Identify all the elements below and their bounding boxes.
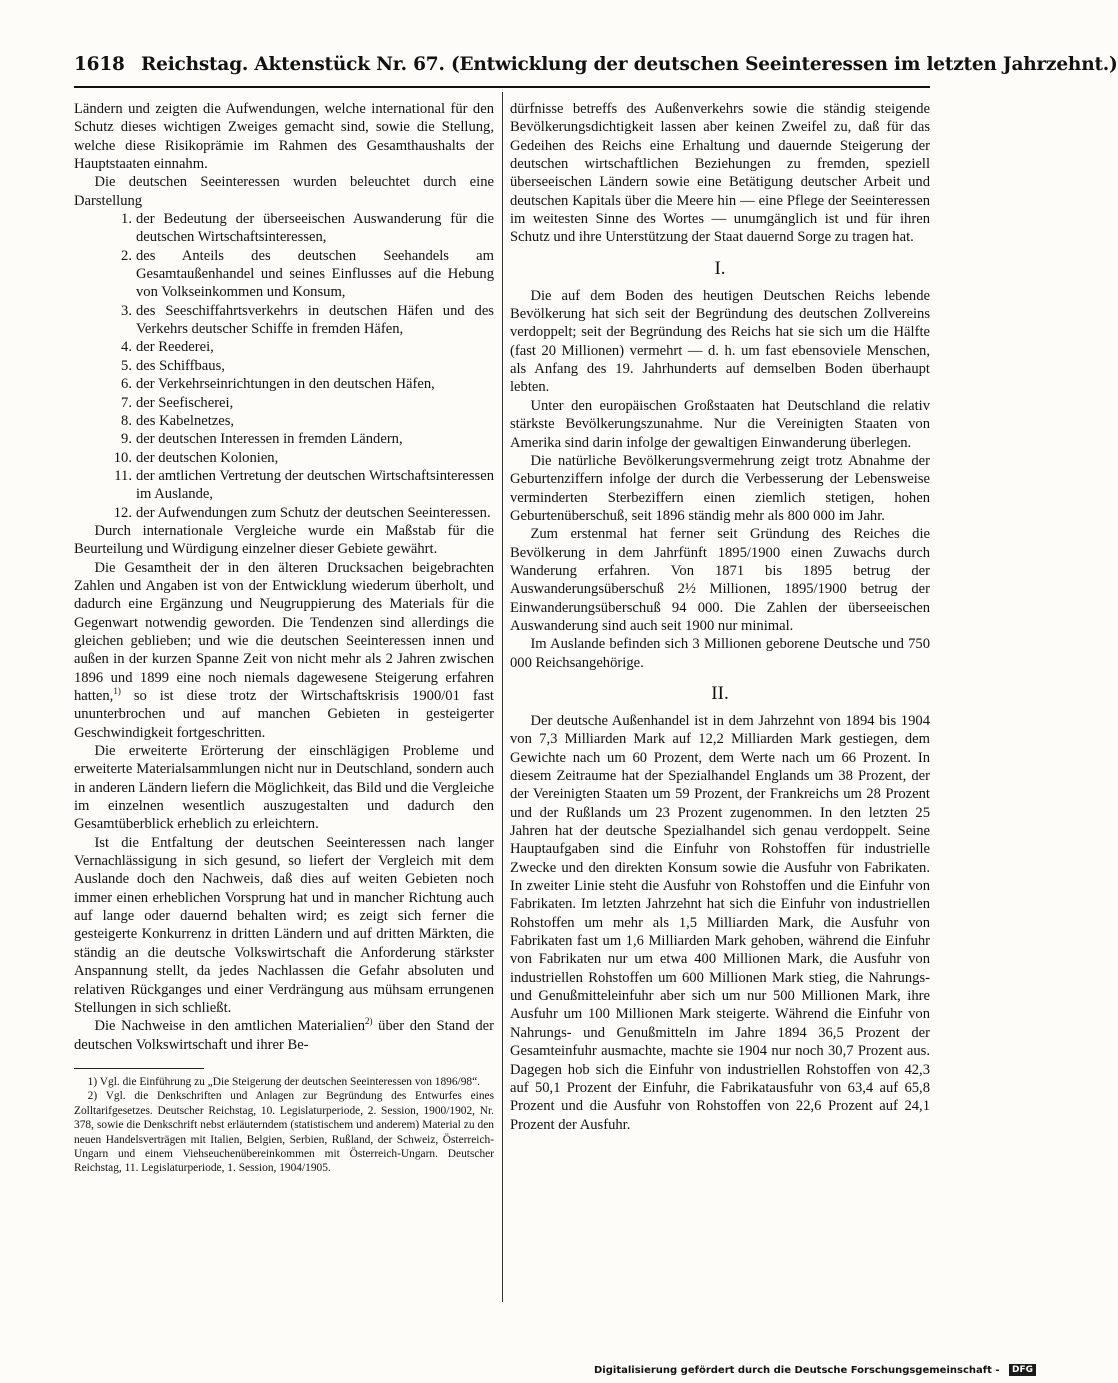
list-item [121,430,494,448]
list-item-number: 4. [121,339,132,356]
paragraph-nachweise [74,1017,494,1054]
list-item-number: 3. [121,302,132,319]
footnote-1: 1) Vgl. die Einführung zu „Die Steigerung der deutschen Seeinteressen von 1896/98“. [87,1075,481,1088]
section-heading-2: II. [711,682,729,704]
footnote-ref: 2) [365,1016,373,1027]
list-item-number: 6. [121,376,132,393]
column-divider [502,92,503,1302]
list-item-text: des Seeschiffahrtsverkehrs in deutschen Häfen und des Verkehrs deutscher Schiffe in fremden Häfen, [136,302,494,338]
list-item-number: 12. [113,504,132,521]
digitization-credit [594,1364,1036,1376]
paragraph-natuerlich: Die natürliche Bevölkerungsvermehrung zeigt trotz Abnahme der Geburtenziffern infolge der durch die Verbesserung der Lebensweise verminderten Sterbeziffern einen ziemlich stetigen, hohen Geburtenüberschuß, seit 1896 ständig mehr als 800 000 im Jahr. [510,452,930,524]
list-item-text: des Anteils des deutschen Seehandels am Gesamtaußenhandel und seines Einflusses auf die Hebung von Volkseinkommen und Konsum, [136,247,494,301]
list-item-number: 8. [121,412,132,429]
paragraph-gesamtheit [74,559,494,742]
header-rule [74,86,930,88]
list-item-text: der Verkehrseinrichtungen in den deutschen Häfen, [136,376,435,393]
paragraph-text: Die Gesamtheit der in den älteren Drucksachen beigebrachten Zahlen und Angaben ist von der Entwicklung wiederum überholt, und dadurch eine Ergänzung und Neugruppierung des Materials für die Gegenwart notwendig geworden. Die Tendenzen sind allerdings die gleichen geblieben; und wie die deutschen Seeinteressen innen und außen in der kurzen Spanne Zeit von nicht mehr als 2 Jahren zwischen 1896 und 1899 eine noch niemals dagewesene Steigerung erfahren hatten, [74,559,494,704]
list-item [121,210,494,247]
list-item-number: 10. [113,449,132,466]
list-item [121,338,494,356]
paragraph-grossstaaten: Unter den europäischen Großstaaten hat Deutschland die relativ stärkste Bevölkerungszunahme. Nur die Vereinigten Staaten von Amerika sind darin infolge der gewaltigen Einwanderung überlegen. [510,397,930,451]
list-item-text: der Seefischerei, [136,394,234,411]
list-item-text: der Bedeutung der überseeischen Auswanderung für die deutschen Wirtschaftsinteressen, [136,211,494,246]
topic-list [74,210,494,522]
list-item [121,375,494,393]
paragraph-auslande: Im Auslande befinden sich 3 Millionen geborene Deutsche und 750 000 Reichsangehörige. [510,636,930,671]
list-item [121,302,494,339]
right-column [510,100,930,1134]
list-item-number: 5. [121,357,132,374]
page-number: 1618 [74,54,125,75]
list-intro: Die deutschen Seeinteressen wurden beleuchtet durch eine Darstellung [74,174,494,209]
credit-text: Digitalisierung gefördert durch die Deutsche Forschungsgemeinschaft - [594,1365,1000,1376]
footnote-ref: 1) [113,686,121,697]
paragraph-aussenhandel: Der deutsche Außenhandel ist in dem Jahrzehnt von 1894 bis 1904 von 7,3 Milliarden Mark auf 12,2 Milliarden Mark gestiegen, dem Gewichte nach um 60 Prozent, dem Werte nach um 66 Prozent. In diesem Zeitraume hat der Spezialhandel Englands um 38 Prozent, der der Vereinigten Staaten um 59 Prozent, der Frankreichs um 28 Prozent und der Rußlands um 23 Prozent zugenommen. In den letzten 25 Jahren hat der deutsche Spezialhandel sich genau verdoppelt. Seine Hauptaufgaben sind die Einfuhr von Rohstoffen für industrielle Zwecke und den direkten Konsum sowie die Ausfuhr von Fabrikaten. In zweiter Linie steht die Ausfuhr von Rohstoffen und die Einfuhr von Fabrikaten. Im letzten Jahrzehnt hat sich die Einfuhr von industriellen Rohstoffen um mehr als 1,5 Milliarden Mark, die Ausfuhr von Fabrikaten fast um 1,6 Milliarden Mark gehoben, während die Einfuhr von Fabrikaten nur um etwa 400 Millionen Mark, die Ausfuhr von industriellen Rohstoffen um 600 Millionen Mark stieg, die Nahrungs- und Genußmitteleinfuhr aber sich um nur 500 Millionen Mark, ihre Ausfuhr um 100 Millionen Mark steigerte. Während die Einfuhr von Nahrungs- und Genußmitteln im Jahre 1894 36,5 Prozent der Gesamteinfuhr ausmachte, machte sie 1904 nur noch 30,7 Prozent aus. Dagegen hob sich die Einfuhr von industriellen Rohstoffen von 42,3 auf 50,1 Prozent der Einfuhr, die Fabrikatausfuhr von 63,4 auf 65,8 Prozent und die Ausfuhr von Rohstoffen von 22,6 Prozent auf 24,1 Prozent der Ausfuhr. [510,712,930,1133]
list-item-number: 9. [121,431,132,448]
list-item-text: der amtlichen Vertretung der deutschen Wirtschaftsinteressen im Auslande, [136,467,494,503]
paragraph-entfaltung: Ist die Entfaltung der deutschen Seeinteressen nach langer Vernachlässigung in sich gesund, so liefert der Vergleich mit dem Auslande doch den Nachweis, daß dies auf weiten Gebieten noch immer einen erheblichen Vorsprung hat und in mancher Richtung auch auf lange oder dauernd behalten wird; es zeigt sich ferner die gesteigerte Konkurrenz in dritten Ländern und auf dritten Märkten, die ständig an die deutsche Volkswirtschaft die Anforderung stärkster Anspannung stellt, da jedes Nachlassen die Gefahr absoluten und relativen Rückganges und einer Verdrängung aus mühsam errungenen Stellungen in sich schließt. [74,834,494,1016]
footnote-rule [74,1068,204,1069]
running-header [74,54,1118,75]
footnote-2: 2) Vgl. die Denkschriften und Anlagen zur Begründung des Entwurfes eines Zolltarifgesetzes. Deutscher Reichstag, 10. Legislaturperiode, 2. Session, 1900/1902, Nr. 378, sowie die Denkschrift nebst erläuterndem (statistischem und anderem) Material zu den neuen Handelsverträgen mit Italien, Belgien, Serbien, Rußland, der Schweiz, Österreich-Ungarn und einem Viehseuchenübereinkommen mit Österreich-Ungarn. Deutscher Reichstag, 11. Legislaturperiode, 1. Session, 1904/1905. [74,1090,494,1175]
list-item-number: 7. [121,394,132,411]
paragraph-vergleiche: Durch internationale Vergleiche wurde ein Maßstab für die Beurteilung und Würdigung einzelner dieser Gebiete gewährt. [74,522,494,558]
list-item [121,357,494,375]
list-item-number: 2. [121,247,132,264]
list-item [121,412,494,430]
list-item-text: der Aufwendungen zum Schutz der deutschen Seeinteressen. [136,504,491,521]
list-item [114,467,494,504]
list-item-text: der deutschen Kolonien, [136,449,279,466]
paragraph-eroerterung: Die erweiterte Erörterung der einschlägigen Probleme und erweiterte Materialsammlungen nicht nur in Deutschland, sondern auch in anderen Ländern liefern die Möglichkeit, das Bild und die Vergleiche im einzelnen wesentlich auszugestalten und dadurch den Gesamtüberblick erheblich zu erleichtern. [74,743,494,833]
list-item-text: der deutschen Interessen in fremden Ländern, [136,431,403,448]
list-item-text: der Reederei, [136,339,214,356]
list-item [121,247,494,302]
list-item-number: 1. [121,211,132,228]
paragraph-text: Die Nachweise in den amtlichen Materialien [94,1018,366,1035]
section-heading-1: I. [714,257,726,279]
running-title: Reichstag. Aktenstück Nr. 67. (Entwicklung der deutschen Seeinteressen im letzten Jahrzehnt.) [140,54,1118,75]
list-item [113,449,494,467]
paragraph-erstenmal: Zum erstenmal hat ferner seit Gründung des Reiches die Bevölkerung in dem Jahrfünft 1895/1900 einen Zuwachs durch Wanderung erfahren. Von 1871 bis 1895 betrug der Auswanderungsüberschuß 2½ Millionen, 1895/1900 betrug der Einwanderungsüberschuß 94 000. Die Zahlen der überseeischen Auswanderung sind auch seit 1900 nur minimal. [510,526,930,634]
list-item [113,504,494,522]
list-item-number: 11. [114,467,132,484]
paragraph-text: so ist diese trotz der Wirtschaftskrisis 1900/01 fast ununterbrochen und auf manchen Gebieten in gesteigerter Geschwindigkeit fortgeschritten. [74,688,494,741]
paragraph-text: über den Stand der deutschen Volkswirtschaft und ihrer Be- [74,1018,494,1053]
list-item [121,394,494,412]
dfg-logo: DFG [1009,1364,1036,1376]
list-item-text: des Kabelnetzes, [136,412,235,429]
list-item-text: des Schiffbaus, [136,357,225,374]
left-column [74,100,494,1176]
intro-paragraph: Ländern und zeigten die Aufwendungen, welche international für den Schutz dieses wichtigen Zweiges gemacht sind, sowie die Stellung, welche diese Risikoprämie im Rahmen des Gesamthaushalts der Hauptstaaten einnahm. [74,101,494,173]
footnotes [74,1075,494,1176]
paragraph-continuation: dürfnisse betreffs des Außenverkehrs sowie die ständig steigende Bevölkerungsdichtigkeit lassen aber keinen Zweifel zu, daß für das Gedeihen des Reichs eine Erhaltung und dauernde Steigerung der deutschen wirtschaftlichen Beziehungen zu fremden, speziell überseeischen Ländern sowie eine Betätigung deutscher Arbeit und deutschen Kapitals über die Meere hin — eine Pflege der Seeinteressen im weitesten Sinne des Wortes — unumgänglich ist und für ihren Schutz und ihre Unterstützung der Staat dauernd Sorge zu tragen hat. [510,101,930,246]
paragraph-bevoelkerung: Die auf dem Boden des heutigen Deutschen Reichs lebende Bevölkerung hat sich seit der Begründung des deutschen Zollvereins verdoppelt; seit der Begründung des Reichs hat sie sich um die Hälfte (fast 20 Millionen) vermehrt — d. h. um fast ebensoviele Menschen, als Anfang des 19. Jahrhunderts auf demselben Boden überhaupt lebten. [510,287,930,396]
